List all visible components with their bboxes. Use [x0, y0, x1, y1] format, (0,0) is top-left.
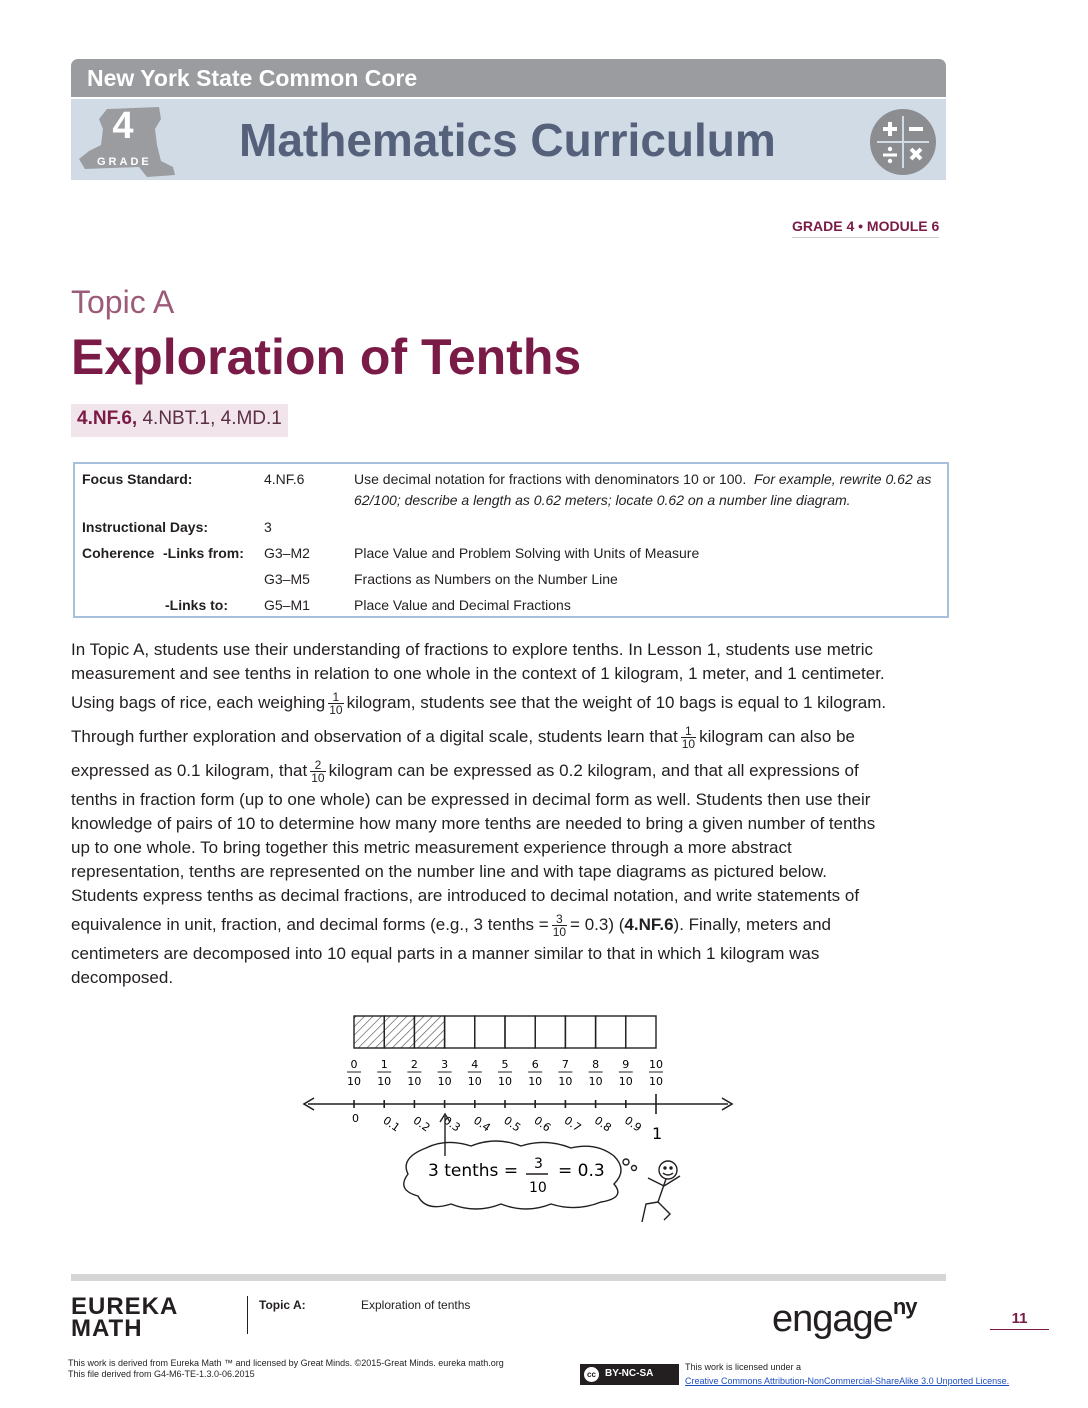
paragraph-line: up to one whole. To bring together this metric measurement experience through a more abstract	[71, 838, 792, 857]
fraction	[328, 691, 343, 716]
tape-diagram	[354, 1016, 656, 1048]
fraction-label-numerator: 1	[380, 1058, 388, 1071]
text-run: ). Finally, meters and	[673, 915, 831, 934]
cc-icon: cc	[584, 1367, 599, 1382]
decimal-label: 0.3	[440, 1113, 463, 1135]
tape-segment	[505, 1016, 535, 1048]
focus-desc-plain: Use decimal notation for fractions with denominators 10 or 100.	[354, 471, 747, 487]
fraction-label-denominator: 10	[558, 1075, 573, 1088]
topic-label: Topic A	[71, 284, 175, 320]
decimal-labels	[352, 1112, 644, 1134]
links-from-label: -Links from:	[163, 545, 244, 561]
module-tag: GRADE 4 • MODULE 6	[792, 218, 939, 238]
fraction-numerator: 1	[681, 725, 696, 738]
tape-segment	[445, 1016, 475, 1048]
paragraph-line: knowledge of pairs of 10 to determine how many more tenths are needed to bring a given number of tenths	[71, 814, 876, 833]
grade-number: 4	[112, 105, 134, 147]
fraction-numerator: 1	[328, 691, 343, 704]
footer-topic-name: Exploration of tenths	[361, 1298, 471, 1312]
links-from-code: G3–M5	[264, 571, 310, 587]
stick-figure-icon	[623, 1159, 680, 1222]
tenths-number-line-sketch	[296, 1008, 742, 1234]
topic-overview-paragraph	[71, 638, 951, 990]
bubble-lead-text: 3 tenths =	[428, 1161, 519, 1181]
instructional-days-label: Instructional Days:	[82, 519, 209, 535]
fraction-label-denominator: 10	[437, 1075, 452, 1088]
fraction-label-denominator: 10	[618, 1075, 633, 1088]
fraction-label-denominator: 10	[498, 1075, 512, 1088]
paragraph-line	[71, 908, 951, 942]
tape-segment	[565, 1016, 595, 1048]
text-run: = 0.3) (	[570, 915, 625, 934]
decimal-label: 0.4	[471, 1113, 493, 1135]
fraction-numerator: 2	[310, 759, 325, 772]
fraction	[681, 725, 696, 750]
math-operations-icon	[869, 108, 937, 176]
decimal-label: 0.6	[531, 1113, 554, 1135]
license-notice	[685, 1360, 1009, 1388]
grade-word: GRADE	[97, 156, 152, 168]
text-run: kilogram can also be	[699, 727, 855, 746]
bubble-numerator: 3	[534, 1156, 543, 1172]
links-from-title: Place Value and Problem Solving with Units of Measure	[354, 545, 700, 561]
bubble-denominator: 10	[529, 1180, 547, 1196]
paragraph-line: measurement and see tenths in relation to one whole in the context of 1 kilogram, 1 meter, and 1 centimeter.	[71, 664, 885, 683]
paragraph-line: Students express tenths as decimal fractions, are introduced to decimal notation, and write statements of	[71, 886, 860, 905]
header-title-bar	[71, 99, 946, 180]
focus-standard-description	[354, 469, 944, 511]
paragraph-line: representation, tenths are represented on the number line and with tape diagrams as pictured below.	[71, 862, 828, 881]
decimal-label: 0.2	[410, 1113, 433, 1135]
banner-title: New York State Common Core	[87, 65, 418, 91]
links-to-label: -Links to:	[165, 597, 228, 613]
license-link[interactable]: Creative Commons Attribution-NonCommercial-ShareAlike 3.0 Unported License.	[685, 1376, 1010, 1386]
text-run: expressed as 0.1 kilogram, that	[71, 761, 308, 780]
fraction-label-numerator: 5	[501, 1058, 509, 1071]
footer-rule	[71, 1274, 946, 1281]
fraction-label-numerator: 3	[441, 1058, 449, 1071]
focus-standard-table	[73, 462, 949, 618]
engageny-logo	[772, 1294, 917, 1341]
eureka-math-logo	[71, 1293, 179, 1342]
fraction-label-numerator: 2	[410, 1058, 418, 1071]
paragraph-line: decomposed.	[71, 968, 174, 987]
decimal-label: 0.7	[561, 1113, 584, 1135]
header-banner	[71, 59, 946, 97]
decimal-label: 0.5	[501, 1113, 524, 1135]
bubble-tail-text: = 0.3	[558, 1161, 605, 1181]
text-run: equivalence in unit, fraction, and decimal forms (e.g., 3 tenths =	[71, 915, 549, 934]
links-from-code: G3–M2	[264, 545, 310, 561]
tape-segment	[475, 1016, 505, 1048]
paragraph-line	[71, 686, 951, 720]
focus-desc-example: For example, rewrite 0.62 as 62/100; describe a length as 0.62 meters; locate 0.62 on a number line diagram.	[354, 471, 932, 508]
fraction-label-denominator: 10	[467, 1075, 482, 1088]
fraction-label-numerator: 10	[649, 1058, 663, 1071]
decimal-label: 0.1	[380, 1113, 403, 1135]
decimal-label: 0.8	[591, 1113, 614, 1135]
cc-badge-text: BY-NC-SA	[605, 1368, 654, 1379]
ny-text: ny	[892, 1294, 917, 1319]
fraction-label-numerator: 9	[622, 1058, 630, 1071]
fraction	[310, 759, 325, 784]
logo-line-1: EUREKA	[71, 1293, 179, 1320]
text-run: kilogram can be expressed as 0.2 kilogram, and that all expressions of	[328, 761, 859, 780]
fraction-labels	[347, 1058, 663, 1088]
fraction-label-denominator: 10	[347, 1075, 361, 1088]
page-number: 11	[990, 1310, 1049, 1330]
standard-reference: 4.NF.6	[624, 915, 674, 934]
fraction-denominator: 10	[681, 737, 696, 752]
one-label: 1	[652, 1124, 663, 1143]
fraction-label-numerator: 7	[561, 1058, 569, 1071]
fraction-label-denominator: 10	[407, 1075, 422, 1088]
fraction-label-denominator: 10	[588, 1075, 603, 1088]
attribution-line: This work is derived from Eureka Math ™ and licensed by Great Minds. ©2015-Great Minds. eureka math.org	[68, 1358, 504, 1368]
attribution-line: This file derived from G4-M6-TE-1.3.0-06.2015	[68, 1369, 255, 1379]
focus-standard-label: Focus Standard:	[82, 471, 193, 487]
standard-others: 4.NBT.1, 4.MD.1	[137, 408, 282, 429]
paragraph-line: tenths in fraction form (up to one whole) can be expressed in decimal form as well. Students then use their	[71, 790, 871, 809]
decimal-label: 0.9	[622, 1113, 644, 1135]
paragraph-line	[71, 720, 951, 754]
logo-line-2: MATH	[71, 1315, 143, 1342]
fraction-label-numerator: 0	[350, 1058, 358, 1071]
standard-primary: 4.NF.6,	[77, 408, 138, 429]
creative-commons-badge[interactable]	[580, 1364, 679, 1385]
tape-segment	[414, 1016, 444, 1048]
paragraph-line: In Topic A, students use their understanding of fractions to explore tenths. In Lesson 1, students use metric	[71, 640, 873, 659]
text-run: kilogram, students see that the weight of 10 bags is equal to 1 kilogram.	[346, 693, 887, 712]
standards-strip	[71, 404, 288, 437]
fraction-label-denominator: 10	[528, 1075, 543, 1088]
engage-text: engage	[772, 1298, 893, 1340]
paragraph-line: centimeters are decomposed into 10 equal parts in a manner similar to that in which 1 kilogram was	[71, 944, 820, 963]
fraction-numerator: 3	[552, 913, 567, 926]
text-run: Through further exploration and observation of a digital scale, students learn that	[71, 727, 678, 746]
paragraph-line	[71, 754, 951, 788]
coherence-label: Coherence	[82, 545, 155, 561]
tape-segment	[384, 1016, 414, 1048]
links-to-title: Place Value and Decimal Fractions	[354, 597, 571, 613]
fraction-denominator: 10	[552, 925, 567, 940]
links-to-code: G5–M1	[264, 597, 310, 613]
fraction-label-numerator: 6	[531, 1058, 539, 1071]
links-from-title: Fractions as Numbers on the Number Line	[354, 571, 618, 587]
fraction-label-denominator: 10	[649, 1075, 663, 1088]
curriculum-title: Mathematics Curriculum	[239, 114, 776, 166]
fraction-label-numerator: 8	[592, 1058, 600, 1071]
decimal-label: 0	[352, 1112, 359, 1125]
text-run: Using bags of rice, each weighing	[71, 693, 326, 712]
license-intro: This work is licensed under a	[685, 1362, 802, 1372]
footer-divider	[247, 1296, 248, 1334]
tape-segment	[354, 1016, 384, 1048]
fraction-denominator: 10	[311, 771, 325, 786]
tape-segment	[596, 1016, 626, 1048]
footer-topic-label: Topic A:	[259, 1298, 306, 1312]
fraction-label-denominator: 10	[377, 1075, 392, 1088]
focus-standard-code: 4.NF.6	[264, 471, 305, 487]
tape-segment	[626, 1016, 656, 1048]
fraction	[552, 913, 567, 938]
topic-title: Exploration of Tenths	[71, 329, 582, 385]
attribution-fine-print	[68, 1358, 504, 1380]
instructional-days-value: 3	[264, 519, 272, 535]
fraction-denominator: 10	[329, 703, 343, 718]
fraction-label-numerator: 4	[471, 1058, 479, 1071]
tape-segment	[535, 1016, 565, 1048]
